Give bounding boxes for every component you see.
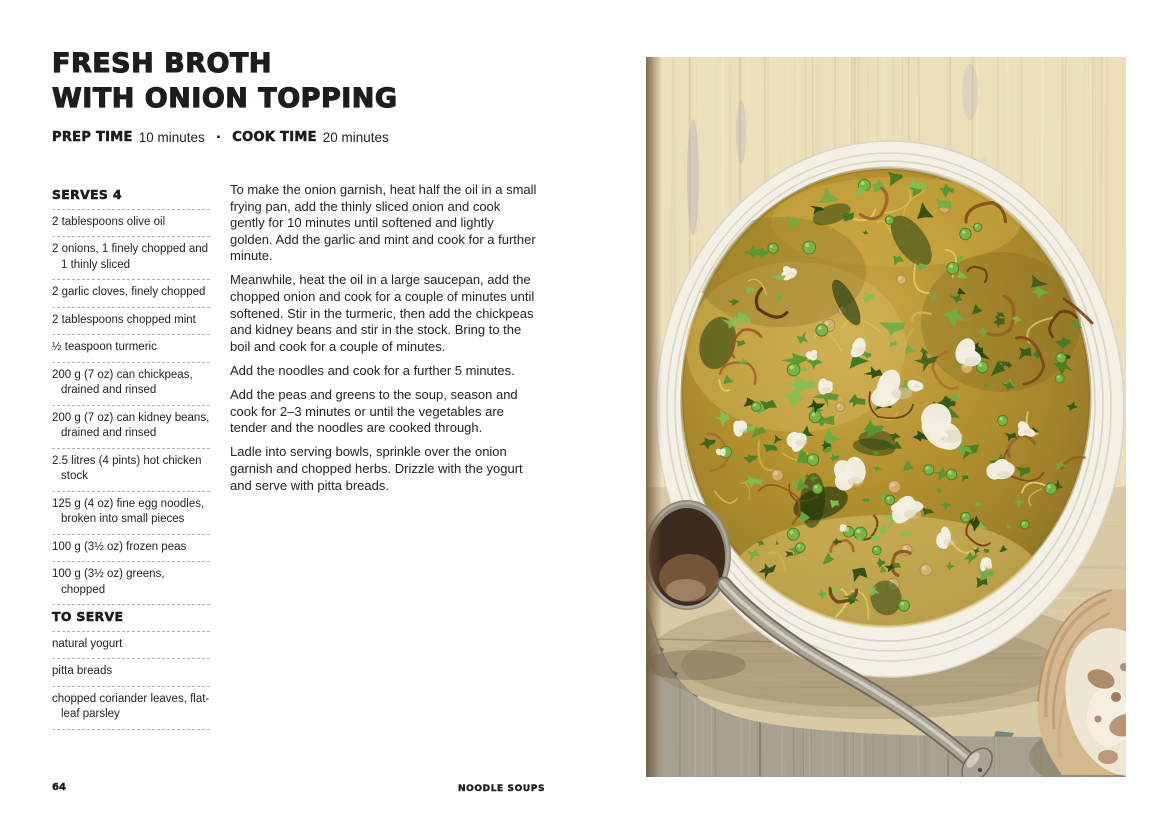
- method-paragraph: Add the peas and greens to the soup, season and cook for 2–3 minutes or until the vegetables are tender and the noodles are cooked through.: [230, 387, 518, 436]
- prep-time-value: 10 minutes: [138, 130, 205, 145]
- method-paragraph: Add the noodles and cook for a further 5 minutes.: [230, 362, 515, 378]
- to-serve-item: chopped coriander leaves, flat-leaf parsley: [52, 687, 210, 730]
- cook-time-value: 20 minutes: [322, 130, 389, 145]
- method-paragraph: Ladle into serving bowls, sprinkle over the onion garnish and chopped herbs. Drizzle with the yogurt and serve with pitta breads.: [230, 444, 523, 493]
- to-serve-item: pitta breads: [52, 659, 210, 687]
- method-text: [230, 182, 537, 502]
- to-serve-header: TO SERVE: [52, 606, 210, 632]
- ingredient-item: ½ teaspoon turmeric: [52, 335, 210, 363]
- bullet-separator: ▪: [216, 132, 221, 143]
- page-number: 64: [52, 782, 66, 793]
- ingredient-item: 2 tablespoons olive oil: [52, 210, 210, 238]
- to-serve-item: natural yogurt: [52, 632, 210, 660]
- ingredient-item: 200 g (7 oz) can kidney beans, drained and rinsed: [52, 406, 210, 449]
- cook-time-label: COOK TIME: [232, 130, 317, 145]
- ingredient-item: 2 tablespoons chopped mint: [52, 308, 210, 336]
- table-edge-shadow: [646, 57, 662, 777]
- recipe-title-line2: WITH ONION TOPPING: [52, 83, 398, 114]
- recipe-title-line1: FRESH BROTH: [52, 48, 272, 79]
- serves-header: SERVES 4: [52, 184, 210, 210]
- ingredient-item: 2.5 litres (4 pints) hot chicken stock: [52, 449, 210, 492]
- method-paragraph: To make the onion garnish, heat half the oil in a small frying pan, add the thinly sliced onion and cook gently for 10 minutes until softened and lightly golden. Add the garlic and mint and cook for a further minute.: [230, 182, 537, 264]
- ingredient-item: 2 garlic cloves, finely chopped: [52, 280, 210, 308]
- ingredient-item: 100 g (3½ oz) greens, chopped: [52, 562, 210, 605]
- ingredients-list: [52, 184, 210, 730]
- ingredient-item: 100 g (3½ oz) frozen peas: [52, 535, 210, 563]
- soup-photo-illustration: [646, 57, 1126, 777]
- recipe-times: [52, 130, 389, 145]
- ingredient-item: 2 onions, 1 finely chopped and 1 thinly sliced: [52, 237, 210, 280]
- ingredient-item: 125 g (4 oz) fine egg noodles, broken into small pieces: [52, 492, 210, 535]
- section-footer: NOODLE SOUPS: [458, 784, 546, 794]
- method-paragraph: Meanwhile, heat the oil in a large saucepan, add the chopped onion and cook for a couple of minutes until softened. Stir in the turmeric, then add the chickpeas and kidney beans and stir in the stock. Bring to the boil and cook for a couple of minutes.: [230, 272, 535, 354]
- prep-time-label: PREP TIME: [52, 130, 133, 145]
- recipe-title: [52, 46, 398, 116]
- recipe-photo: [646, 57, 1126, 777]
- ingredient-item: 200 g (7 oz) can chickpeas, drained and rinsed: [52, 363, 210, 406]
